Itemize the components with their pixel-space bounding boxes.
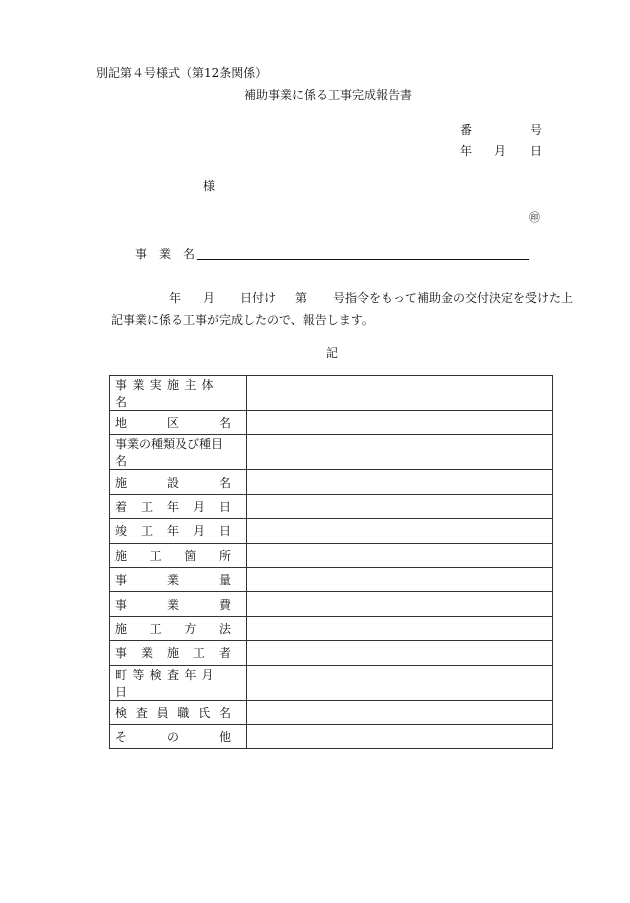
row-label-cell (110, 724, 247, 748)
row-label: 検 査 員 職 氏 名 (115, 705, 231, 720)
table-row (110, 567, 553, 591)
month-label: 月 (494, 144, 507, 158)
table-row (110, 376, 553, 411)
table-row (110, 519, 553, 543)
row-label: 事業の種類及び種目名 (115, 437, 224, 469)
row-value-cell[interactable] (247, 616, 553, 640)
row-label-cell (110, 435, 247, 470)
row-value-cell[interactable] (247, 592, 553, 616)
row-value-cell[interactable] (247, 641, 553, 665)
detail-table (109, 375, 553, 749)
row-value-cell[interactable] (247, 376, 553, 411)
row-value-cell[interactable] (247, 411, 553, 435)
ki-heading: 記 (326, 346, 339, 360)
table-row (110, 616, 553, 640)
table-row (110, 494, 553, 518)
row-label: 事 業 費 (115, 597, 231, 612)
row-value-cell[interactable] (247, 567, 553, 591)
row-label: 竣 工 年 月 日 (115, 524, 231, 539)
year-label: 年 (460, 144, 473, 158)
row-label: 町等検査年月日 (115, 667, 220, 699)
row-label: 地 区 名 (115, 416, 231, 431)
row-label-cell (110, 411, 247, 435)
table-row (110, 411, 553, 435)
body-dated: 日付け (240, 291, 277, 305)
body-year: 年 (169, 291, 182, 305)
project-name-line (197, 259, 529, 260)
table-row (110, 700, 553, 724)
row-label-cell (110, 700, 247, 724)
row-value-cell[interactable] (247, 519, 553, 543)
row-value-cell[interactable] (247, 543, 553, 567)
row-label-cell (110, 470, 247, 494)
row-label-cell (110, 494, 247, 518)
row-label-cell (110, 519, 247, 543)
row-label-cell (110, 592, 247, 616)
row-label: 施 設 名 (115, 475, 231, 490)
day-label: 日 (530, 144, 543, 158)
addressee-suffix: 様 (203, 179, 216, 193)
go-label: 号 (530, 123, 543, 137)
project-name-label: 事 業 名 (135, 247, 196, 261)
body-month: 月 (203, 291, 216, 305)
form-number: 別記第４号様式（第12条関係） (96, 66, 268, 80)
table-row (110, 724, 553, 748)
row-label: 施 工 方 法 (115, 621, 231, 636)
number-label: 番 (460, 123, 473, 137)
table-row (110, 641, 553, 665)
row-value-cell[interactable] (247, 435, 553, 470)
row-label: そ の 他 (115, 730, 231, 745)
row-label: 事業実施主体名 (115, 378, 220, 409)
table-row (110, 592, 553, 616)
row-value-cell[interactable] (247, 470, 553, 494)
table-row (110, 435, 553, 470)
row-value-cell[interactable] (247, 665, 553, 700)
row-value-cell[interactable] (247, 700, 553, 724)
row-label: 施 工 箇 所 (115, 548, 231, 563)
row-label: 事 業 施 工 者 (115, 646, 231, 661)
row-label-cell (110, 543, 247, 567)
body-text-line2: 記事業に係る工事が完成したので、報告します。 (111, 313, 374, 327)
row-label-cell (110, 567, 247, 591)
row-label-cell (110, 376, 247, 411)
row-label-cell (110, 641, 247, 665)
row-label: 事 業 量 (115, 573, 231, 588)
row-value-cell[interactable] (247, 724, 553, 748)
row-label-cell (110, 616, 247, 640)
table-row (110, 470, 553, 494)
row-label-cell (110, 665, 247, 700)
table-row (110, 543, 553, 567)
seal-icon: ㊞ (529, 211, 540, 224)
body-text-line1: 号指令をもって補助金の交付決定を受けた上 (333, 291, 574, 305)
page-title: 補助事業に係る工事完成報告書 (244, 88, 413, 102)
table-row (110, 665, 553, 700)
row-value-cell[interactable] (247, 494, 553, 518)
row-label: 着 工 年 月 日 (115, 499, 231, 514)
body-dai: 第 (295, 291, 308, 305)
